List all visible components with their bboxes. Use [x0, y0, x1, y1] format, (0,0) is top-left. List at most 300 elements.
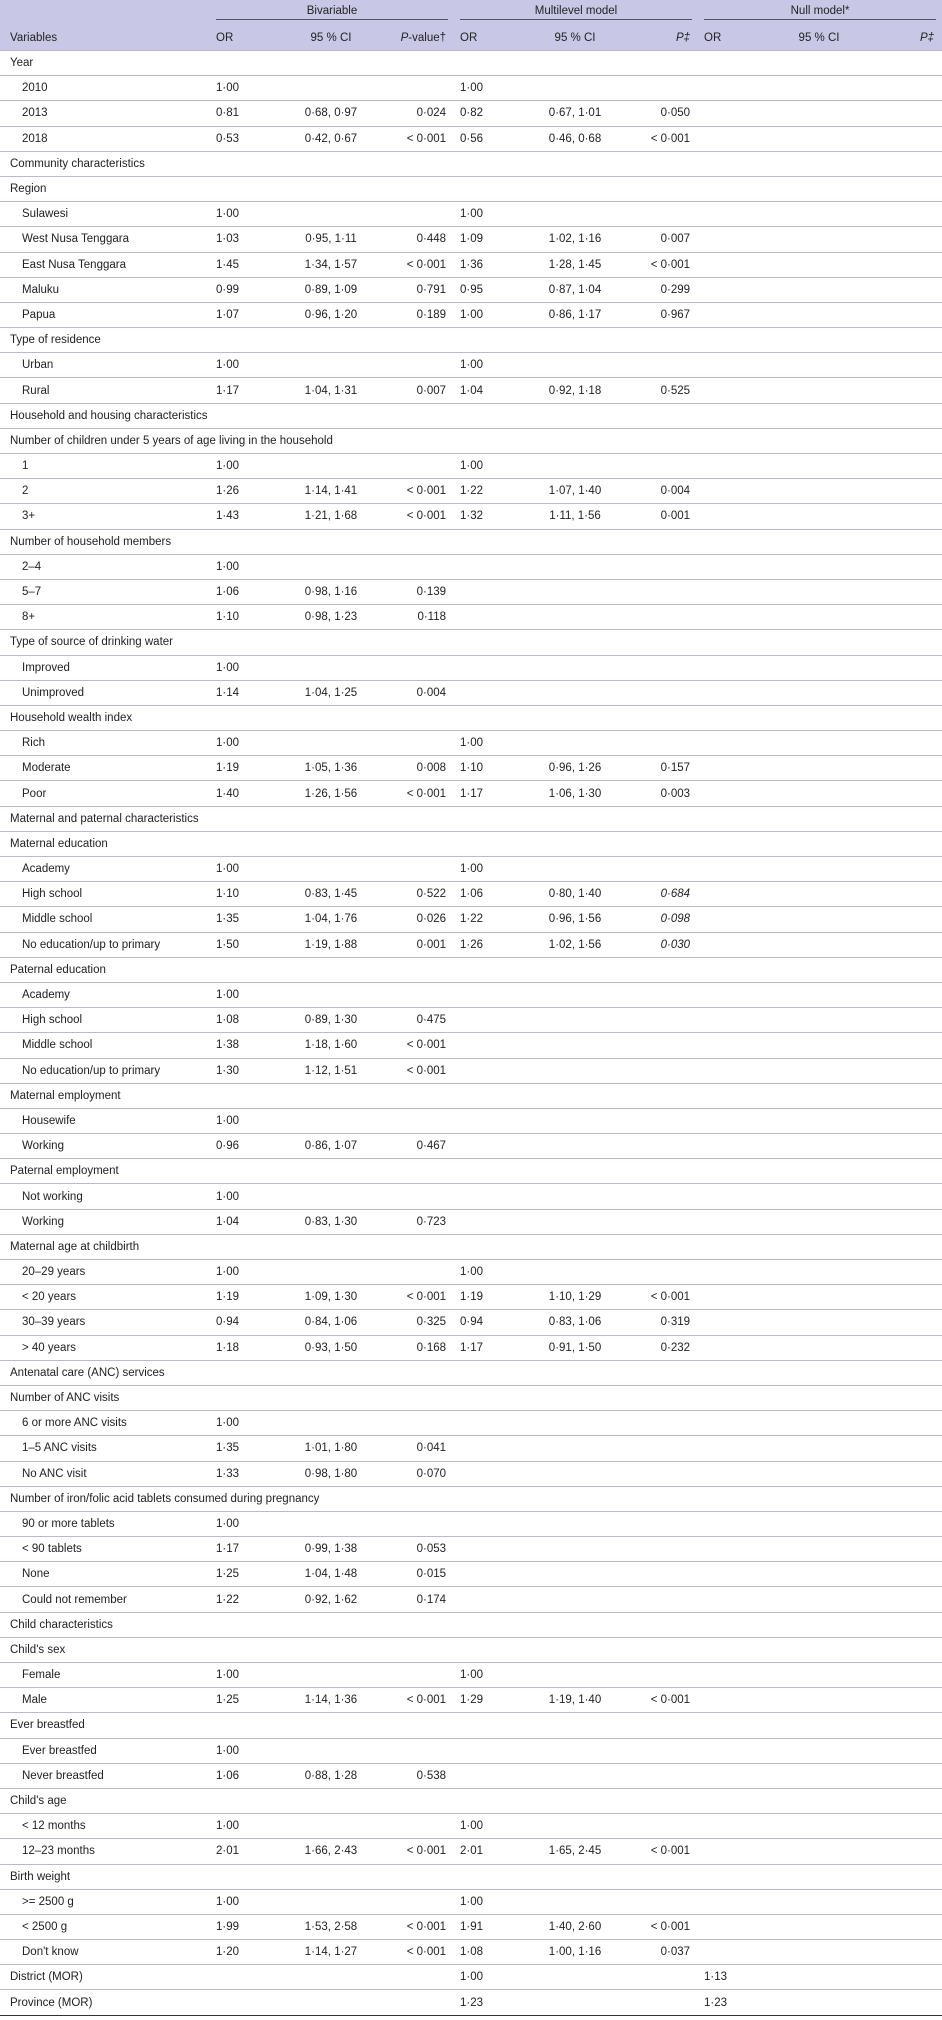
- table-row: [0, 982, 942, 1007]
- cell: 1·00: [210, 1511, 284, 1536]
- cell: [284, 1360, 378, 1385]
- cell: [866, 1008, 942, 1033]
- table-row: [0, 806, 942, 831]
- cell: [210, 1713, 284, 1738]
- cell: [772, 1688, 866, 1713]
- row-label: Paternal employment: [0, 1159, 210, 1184]
- row-label: East Nusa Tenggara: [0, 252, 210, 277]
- table-row: [0, 1033, 942, 1058]
- cell: 1·10, 1·29: [528, 1285, 622, 1310]
- cell: 1·03: [210, 227, 284, 252]
- cell: 1·00: [210, 454, 284, 479]
- cell: [622, 1083, 698, 1108]
- cell: [772, 1436, 866, 1461]
- cell: [454, 1385, 528, 1410]
- cell: [454, 680, 528, 705]
- cell: [698, 756, 772, 781]
- table-row: [0, 1511, 942, 1536]
- cell: [210, 1360, 284, 1385]
- cell: [698, 1184, 772, 1209]
- cell: [284, 529, 378, 554]
- cell: 0·004: [378, 680, 454, 705]
- cell: [454, 1612, 528, 1637]
- table-row: [0, 1083, 942, 1108]
- cell: [698, 51, 772, 76]
- row-label: Female: [0, 1663, 210, 1688]
- cell: [866, 1083, 942, 1108]
- cell: [698, 1234, 772, 1259]
- cell: [698, 882, 772, 907]
- cell: [866, 227, 942, 252]
- cell: 1·04, 1·31: [284, 378, 378, 403]
- cell: [528, 957, 622, 982]
- cell: [528, 1511, 622, 1536]
- cell: [284, 403, 378, 428]
- cell: [284, 1612, 378, 1637]
- cell: 1·00: [454, 454, 528, 479]
- cell: 0·99: [210, 277, 284, 302]
- row-label: High school: [0, 1008, 210, 1033]
- cell: 1·19: [454, 1285, 528, 1310]
- cell: 1·34, 1·57: [284, 252, 378, 277]
- table-row: [0, 1486, 942, 1511]
- cell: 1·06: [454, 882, 528, 907]
- cell: [772, 227, 866, 252]
- cell: [454, 1637, 528, 1662]
- cell: [866, 1310, 942, 1335]
- cell: [866, 1260, 942, 1285]
- cell: [528, 554, 622, 579]
- cell: 0·86, 1·17: [528, 302, 622, 327]
- cell: [210, 1965, 284, 1990]
- cell: [622, 1058, 698, 1083]
- cell: [528, 1360, 622, 1385]
- cell: [210, 1159, 284, 1184]
- table-row: [0, 554, 942, 579]
- cell: [866, 76, 942, 101]
- cell: 0·88, 1·28: [284, 1763, 378, 1788]
- cell: [528, 353, 622, 378]
- cell: [210, 831, 284, 856]
- cell: 1·00: [454, 857, 528, 882]
- cell: [772, 1310, 866, 1335]
- cell: [528, 76, 622, 101]
- cell: [772, 1209, 866, 1234]
- cell: [454, 1511, 528, 1536]
- row-label: Academy: [0, 857, 210, 882]
- row-label: Never breastfed: [0, 1763, 210, 1788]
- cell: [378, 76, 454, 101]
- cell: [284, 630, 378, 655]
- cell: 1·22: [210, 1587, 284, 1612]
- table-row: [0, 680, 942, 705]
- cell: [698, 1385, 772, 1410]
- cell: [698, 1889, 772, 1914]
- cell: [698, 1058, 772, 1083]
- cell: [528, 806, 622, 831]
- cell: [772, 1335, 866, 1360]
- cell: [378, 554, 454, 579]
- row-label: No education/up to primary: [0, 1058, 210, 1083]
- cell: [284, 176, 378, 201]
- row-label: Household wealth index: [0, 705, 210, 730]
- cell: [698, 403, 772, 428]
- cell: [284, 1788, 378, 1813]
- row-label: 2: [0, 479, 210, 504]
- row-label: Papua: [0, 302, 210, 327]
- cell: [528, 1033, 622, 1058]
- cell: [772, 1184, 866, 1209]
- cell: [866, 328, 942, 353]
- row-label: Number of children under 5 years of age living in the household: [0, 428, 210, 453]
- cell: [528, 1008, 622, 1033]
- cell: [622, 1663, 698, 1688]
- cell: [378, 529, 454, 554]
- cell: [378, 1184, 454, 1209]
- cell: [866, 857, 942, 882]
- cell: [772, 831, 866, 856]
- cell: 1·00: [210, 353, 284, 378]
- row-label: 2010: [0, 76, 210, 101]
- table-header: [0, 0, 942, 51]
- row-label: > 40 years: [0, 1335, 210, 1360]
- cell: 1·22: [454, 479, 528, 504]
- cell: 1·53, 2·58: [284, 1914, 378, 1939]
- header-or: OR: [454, 25, 528, 51]
- row-label: 2018: [0, 126, 210, 151]
- cell: [772, 328, 866, 353]
- cell: [698, 1663, 772, 1688]
- cell: 0·319: [622, 1310, 698, 1335]
- cell: 1·40: [210, 781, 284, 806]
- cell: 0·53: [210, 126, 284, 151]
- cell: [210, 1788, 284, 1813]
- cell: [622, 1637, 698, 1662]
- cell: [866, 680, 942, 705]
- cell: 0·007: [378, 378, 454, 403]
- cell: 1·14, 1·27: [284, 1940, 378, 1965]
- table-row: [0, 151, 942, 176]
- table-row: [0, 1385, 942, 1410]
- cell: [210, 1990, 284, 2015]
- cell: [772, 126, 866, 151]
- cell: [866, 1134, 942, 1159]
- cell: 0·030: [622, 932, 698, 957]
- cell: < 0·001: [378, 781, 454, 806]
- cell: [698, 1814, 772, 1839]
- cell: [866, 1763, 942, 1788]
- cell: 1·04: [210, 1209, 284, 1234]
- cell: 1·25: [210, 1688, 284, 1713]
- cell: [528, 1889, 622, 1914]
- cell: 1·40, 2·60: [528, 1914, 622, 1939]
- group-null: Null model*: [698, 0, 942, 25]
- cell: [284, 76, 378, 101]
- cell: [528, 1864, 622, 1889]
- cell: 1·00: [454, 1663, 528, 1688]
- cell: [866, 1839, 942, 1864]
- cell: [698, 1788, 772, 1813]
- cell: [772, 1914, 866, 1939]
- cell: [622, 1965, 698, 1990]
- cell: 1·07, 1·40: [528, 479, 622, 504]
- cell: [698, 1083, 772, 1108]
- cell: [772, 1260, 866, 1285]
- row-label: Antenatal care (ANC) services: [0, 1360, 210, 1385]
- cell: [284, 1184, 378, 1209]
- cell: [772, 957, 866, 982]
- cell: [284, 1411, 378, 1436]
- cell: [772, 1108, 866, 1133]
- cell: < 0·001: [622, 1839, 698, 1864]
- cell: 1·33: [210, 1461, 284, 1486]
- cell: [622, 1411, 698, 1436]
- cell: 0·723: [378, 1209, 454, 1234]
- cell: 0·026: [378, 907, 454, 932]
- cell: [454, 403, 528, 428]
- table-row: [0, 479, 942, 504]
- cell: [454, 579, 528, 604]
- cell: [698, 731, 772, 756]
- cell: 1·26, 1·56: [284, 781, 378, 806]
- row-label: < 12 months: [0, 1814, 210, 1839]
- cell: [772, 479, 866, 504]
- cell: [528, 1486, 622, 1511]
- cell: [772, 1083, 866, 1108]
- cell: [772, 756, 866, 781]
- cell: [454, 428, 528, 453]
- table-row: [0, 51, 942, 76]
- cell: 0·003: [622, 781, 698, 806]
- table-row: [0, 579, 942, 604]
- cell: 0·56: [454, 126, 528, 151]
- cell: [698, 227, 772, 252]
- cell: 0·001: [378, 932, 454, 957]
- row-label: 30–39 years: [0, 1310, 210, 1335]
- cell: [454, 705, 528, 730]
- cell: [866, 806, 942, 831]
- cell: 1·00: [210, 655, 284, 680]
- cell: [210, 1864, 284, 1889]
- header-spacer: [0, 0, 210, 25]
- cell: [866, 202, 942, 227]
- cell: [622, 1788, 698, 1813]
- cell: 1·28, 1·45: [528, 252, 622, 277]
- cell: 1·18, 1·60: [284, 1033, 378, 1058]
- cell: [866, 1738, 942, 1763]
- cell: [772, 605, 866, 630]
- table-row: [0, 1788, 942, 1813]
- cell: [528, 1385, 622, 1410]
- cell: [866, 504, 942, 529]
- cell: 0·041: [378, 1436, 454, 1461]
- row-label: < 20 years: [0, 1285, 210, 1310]
- table-row: [0, 529, 942, 554]
- cell: < 0·001: [622, 1914, 698, 1939]
- cell: [528, 403, 622, 428]
- cell: 0·86, 1·07: [284, 1134, 378, 1159]
- table-row: [0, 1612, 942, 1637]
- row-label: Type of residence: [0, 328, 210, 353]
- cell: [698, 705, 772, 730]
- cell: 1·04, 1·48: [284, 1562, 378, 1587]
- cell: [378, 1159, 454, 1184]
- cell: [772, 1864, 866, 1889]
- header-p-rest: -value†: [408, 31, 447, 44]
- table-row: [0, 277, 942, 302]
- cell: [698, 454, 772, 479]
- cell: [378, 1864, 454, 1889]
- cell: [866, 1990, 942, 2015]
- cell: 1·01, 1·80: [284, 1436, 378, 1461]
- cell: 0·157: [622, 756, 698, 781]
- cell: [528, 982, 622, 1007]
- cell: [454, 630, 528, 655]
- cell: [378, 630, 454, 655]
- cell: [866, 907, 942, 932]
- table-row: [0, 454, 942, 479]
- cell: [454, 982, 528, 1007]
- cell: [698, 1436, 772, 1461]
- cell: [528, 680, 622, 705]
- table-row: [0, 328, 942, 353]
- row-label: Moderate: [0, 756, 210, 781]
- cell: [772, 1511, 866, 1536]
- cell: < 0·001: [622, 1285, 698, 1310]
- cell: [698, 252, 772, 277]
- cell: [622, 1134, 698, 1159]
- table-row: [0, 1914, 942, 1939]
- row-label: Urban: [0, 353, 210, 378]
- cell: [622, 554, 698, 579]
- cell: 1·02, 1·56: [528, 932, 622, 957]
- cell: [698, 76, 772, 101]
- cell: [622, 957, 698, 982]
- cell: [284, 1814, 378, 1839]
- cell: 0·96, 1·56: [528, 907, 622, 932]
- table-row: [0, 403, 942, 428]
- cell: 1·11, 1·56: [528, 504, 622, 529]
- cell: [866, 655, 942, 680]
- cell: 1·19: [210, 1285, 284, 1310]
- cell: 1·00: [210, 731, 284, 756]
- table-row: [0, 1260, 942, 1285]
- cell: 0·015: [378, 1562, 454, 1587]
- cell: [210, 51, 284, 76]
- cell: 0·98, 1·16: [284, 579, 378, 604]
- cell: 0·168: [378, 1335, 454, 1360]
- cell: 0·467: [378, 1134, 454, 1159]
- cell: [698, 1587, 772, 1612]
- cell: [378, 1108, 454, 1133]
- cell: 1·00: [454, 1965, 528, 1990]
- cell: [698, 907, 772, 932]
- cell: [772, 1008, 866, 1033]
- cell: [378, 1889, 454, 1914]
- cell: [698, 1209, 772, 1234]
- cell: [622, 1864, 698, 1889]
- cell: 0·232: [622, 1335, 698, 1360]
- cell: 0·174: [378, 1587, 454, 1612]
- cell: [284, 982, 378, 1007]
- cell: [210, 957, 284, 982]
- cell: 0·80, 1·40: [528, 882, 622, 907]
- cell: [454, 51, 528, 76]
- cell: < 0·001: [378, 1058, 454, 1083]
- cell: [622, 1033, 698, 1058]
- header-p: P‡: [622, 25, 698, 51]
- cell: [698, 1411, 772, 1436]
- table-row: [0, 1889, 942, 1914]
- cell: [454, 957, 528, 982]
- cell: 0·139: [378, 579, 454, 604]
- cell: [378, 1234, 454, 1259]
- table-row: [0, 705, 942, 730]
- table-row: [0, 630, 942, 655]
- cell: [772, 1663, 866, 1688]
- cell: < 0·001: [622, 126, 698, 151]
- cell: [528, 1738, 622, 1763]
- row-label: Working: [0, 1209, 210, 1234]
- cell: [866, 1965, 942, 1990]
- cell: [772, 655, 866, 680]
- cell: [772, 504, 866, 529]
- cell: [772, 76, 866, 101]
- cell: 1·00: [210, 1108, 284, 1133]
- row-label: Province (MOR): [0, 1990, 210, 2015]
- cell: 0·94: [210, 1310, 284, 1335]
- cell: [698, 1562, 772, 1587]
- row-label: Poor: [0, 781, 210, 806]
- cell: [454, 1184, 528, 1209]
- cell: [284, 957, 378, 982]
- cell: [454, 1763, 528, 1788]
- cell: [866, 1864, 942, 1889]
- cell: [622, 1159, 698, 1184]
- cell: [866, 1914, 942, 1939]
- cell: [866, 1814, 942, 1839]
- row-label: 8+: [0, 605, 210, 630]
- cell: 1·08: [210, 1008, 284, 1033]
- cell: 1·19: [210, 756, 284, 781]
- cell: [622, 605, 698, 630]
- cell: [284, 1637, 378, 1662]
- cell: 1·00: [454, 731, 528, 756]
- cell: [284, 353, 378, 378]
- table-row: [0, 1411, 942, 1436]
- cell: [284, 554, 378, 579]
- cell: [378, 857, 454, 882]
- cell: [698, 1763, 772, 1788]
- cell: 1·23: [454, 1990, 528, 2015]
- cell: [622, 1436, 698, 1461]
- row-label: 1–5 ANC visits: [0, 1436, 210, 1461]
- cell: [866, 957, 942, 982]
- row-label: Working: [0, 1134, 210, 1159]
- cell: [378, 1411, 454, 1436]
- cell: [284, 731, 378, 756]
- cell: [528, 51, 622, 76]
- table-row: [0, 353, 942, 378]
- cell: [622, 51, 698, 76]
- cell: [528, 1562, 622, 1587]
- cell: 0·475: [378, 1008, 454, 1033]
- cell: 1·10: [454, 756, 528, 781]
- cell: [866, 1436, 942, 1461]
- cell: 0·007: [622, 227, 698, 252]
- cell: [698, 932, 772, 957]
- row-label: Number of iron/folic acid tablets consumed during pregnancy: [0, 1486, 210, 1511]
